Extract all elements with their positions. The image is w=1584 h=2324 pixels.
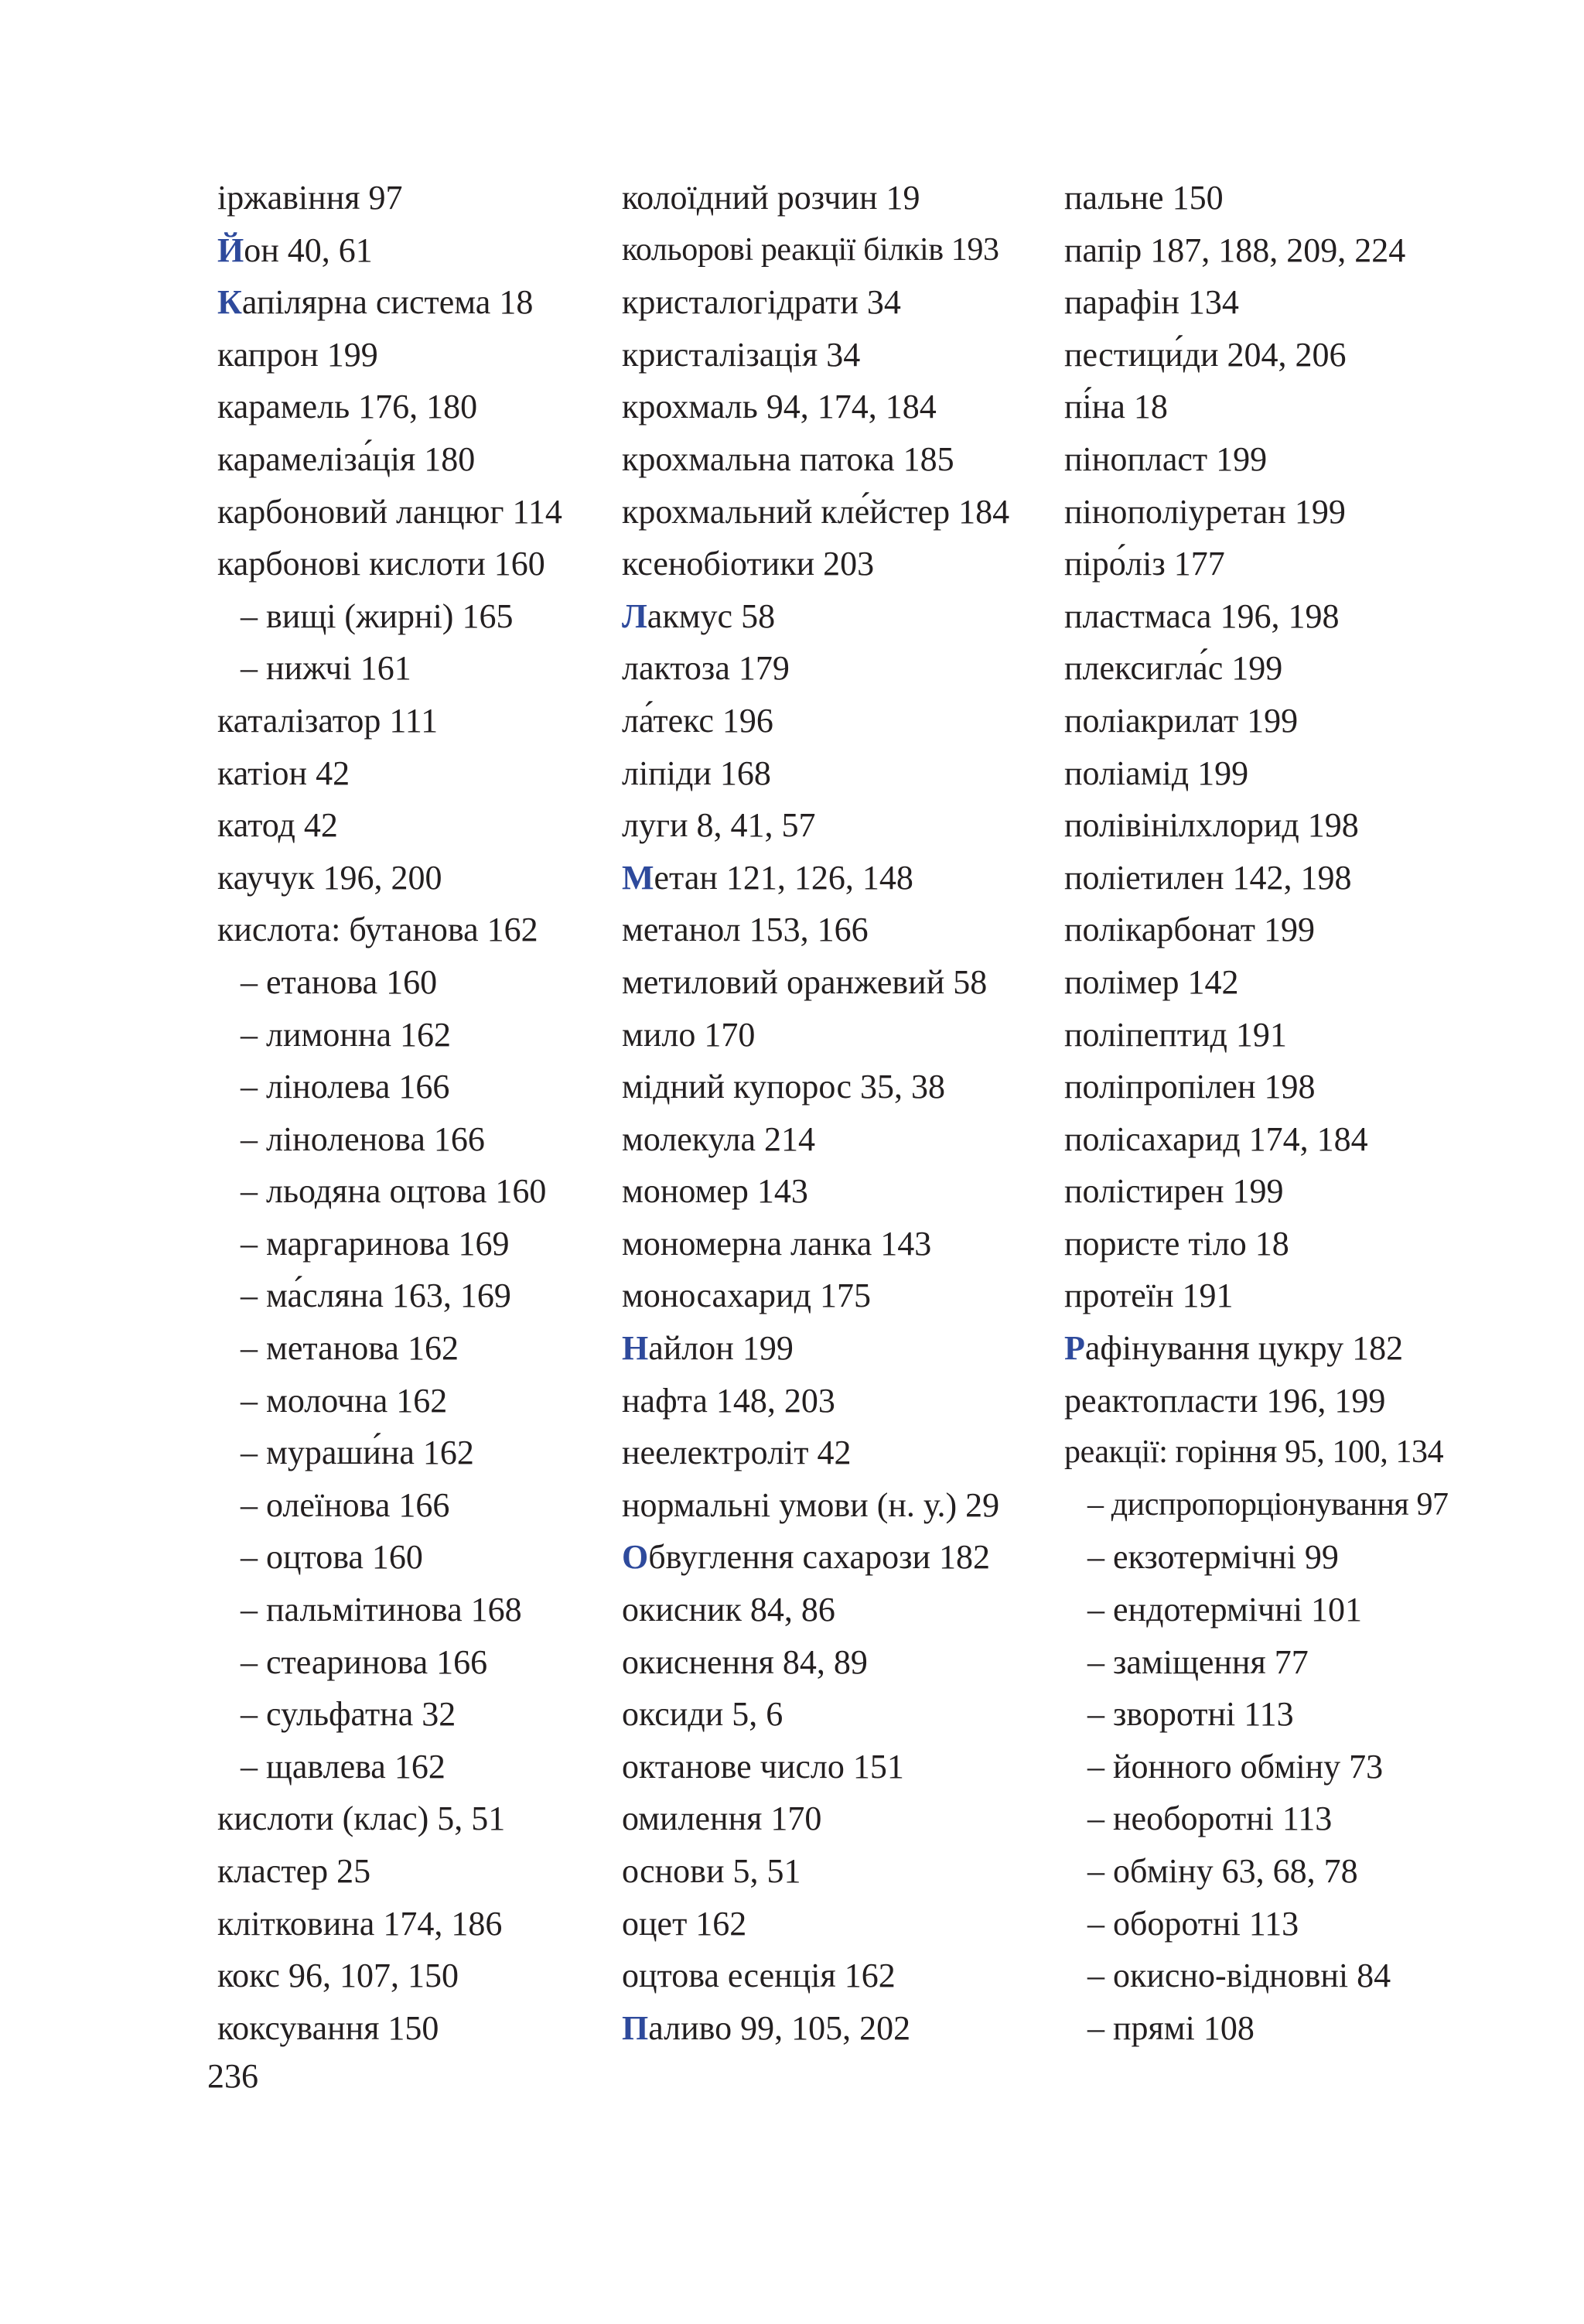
index-entry	[622, 1741, 1040, 1793]
index-subentry	[217, 1688, 604, 1741]
entry-text: – щавлева 162	[241, 1747, 446, 1786]
entry-text: катіон 42	[217, 754, 350, 792]
index-subentry	[217, 1584, 604, 1636]
entry-text: бвуглення сахарози 182	[648, 1538, 990, 1577]
index-entry	[622, 172, 1040, 224]
entry-text: – екзотермічні 99	[1087, 1538, 1339, 1577]
index-entry	[622, 381, 1040, 433]
index-entry	[622, 1322, 1040, 1375]
index-entry	[1064, 381, 1497, 433]
index-entry	[217, 904, 604, 956]
entry-text: неелектроліт 42	[622, 1434, 852, 1472]
entry-text: – окисно-відновні 84	[1087, 1957, 1391, 1995]
section-letter: О	[622, 1538, 649, 1577]
index-entry	[622, 799, 1040, 852]
index-subentry	[217, 1061, 604, 1113]
index-entry	[622, 1950, 1040, 2002]
entry-text: аливо 99, 105, 202	[648, 2008, 911, 2047]
entry-text: реактопласти 196, 199	[1064, 1381, 1386, 1420]
index-entry	[1064, 1061, 1497, 1113]
index-entry	[622, 590, 1040, 643]
entry-text: пальне 150	[1064, 179, 1224, 217]
index-entry	[1064, 904, 1497, 956]
index-subentry	[1064, 1479, 1497, 1532]
index-entry	[1064, 642, 1497, 695]
entry-text: поліакрилат 199	[1064, 701, 1299, 740]
entry-text: – лимонна 162	[241, 1015, 451, 1054]
entry-text: поліетилен 142, 198	[1064, 858, 1352, 897]
entry-text: кислота: бутанова 162	[217, 911, 538, 949]
index-subentry	[217, 1009, 604, 1061]
entry-text: окисник 84, 86	[622, 1591, 835, 1629]
entry-text: основи 5, 51	[622, 1852, 801, 1890]
index-entry	[1064, 590, 1497, 643]
entry-text: апілярна система 18	[241, 283, 534, 322]
index-entry	[1064, 172, 1497, 224]
entry-text: – метанова 162	[241, 1329, 459, 1368]
index-entry	[622, 1584, 1040, 1636]
entry-text: кластер 25	[217, 1852, 371, 1890]
index-entry	[217, 172, 604, 224]
index-subentry	[1064, 1845, 1497, 1898]
index-entry	[1064, 852, 1497, 904]
index-entry	[1064, 486, 1497, 538]
entry-text: плексигла́с 199	[1064, 649, 1283, 688]
index-entry	[1064, 695, 1497, 747]
index-entry	[217, 433, 604, 486]
index-entry	[622, 695, 1040, 747]
entry-text: полівінілхлорид 198	[1064, 806, 1359, 845]
index-subentry	[1064, 1793, 1497, 1845]
index-entry	[1064, 956, 1497, 1009]
entry-text: мономер 143	[622, 1172, 808, 1211]
index-entry	[622, 1845, 1040, 1898]
entry-text: крохмаль 94, 174, 184	[622, 388, 937, 426]
entry-text: – обміну 63, 68, 78	[1087, 1852, 1358, 1890]
entry-text: мономерна ланка 143	[622, 1224, 932, 1263]
entry-text: оксиди 5, 6	[622, 1695, 783, 1734]
entry-text: молекула 214	[622, 1119, 816, 1158]
index-column-2	[622, 172, 1040, 2054]
index-subentry	[1064, 1636, 1497, 1689]
index-entry	[217, 852, 604, 904]
entry-text: – вищі (жирні) 165	[241, 596, 514, 635]
entry-text: колоїдний розчин 19	[622, 179, 920, 217]
index-entry	[1064, 1322, 1497, 1375]
entry-text: октанове число 151	[622, 1747, 904, 1786]
entry-text: – льодяна оцтова 160	[241, 1172, 547, 1211]
index-entry	[622, 433, 1040, 486]
entry-text: – стеаринова 166	[241, 1642, 488, 1681]
entry-text: – нижчі 161	[241, 649, 411, 688]
entry-text: пластмаса 196, 198	[1064, 596, 1340, 635]
section-letter: Й	[217, 231, 244, 269]
entry-text: кристалізація 34	[622, 335, 861, 374]
index-column-1	[217, 172, 604, 2054]
index-entry	[217, 1898, 604, 1950]
index-entry	[622, 747, 1040, 800]
entry-text: – ліноленова 166	[241, 1119, 485, 1158]
index-entry	[622, 329, 1040, 381]
entry-text: – ма́сляна 163, 169	[241, 1276, 511, 1315]
entry-text: кокс 96, 107, 150	[217, 1957, 459, 1995]
entry-text: пористе тіло 18	[1064, 1224, 1289, 1263]
index-subentry	[217, 1375, 604, 1427]
entry-text: поліамід 199	[1064, 754, 1249, 792]
entry-text: лактоза 179	[622, 649, 790, 688]
entry-text: карбоновий ланцюг 114	[217, 492, 562, 531]
index-entry	[217, 799, 604, 852]
index-entry	[622, 642, 1040, 695]
entry-text: полікарбонат 199	[1064, 911, 1315, 949]
index-entry	[217, 538, 604, 590]
index-subentry	[1064, 2002, 1497, 2055]
entry-text: – ендотермічні 101	[1087, 1591, 1362, 1629]
index-subentry	[217, 1322, 604, 1375]
index-entry	[1064, 1009, 1497, 1061]
entry-text: крохмальна патока 185	[622, 439, 954, 478]
index-entry	[217, 747, 604, 800]
index-entry	[622, 904, 1040, 956]
entry-text: коксування 150	[217, 2008, 439, 2047]
index-subentry	[217, 1113, 604, 1166]
entry-text: – оборотні 113	[1087, 1904, 1299, 1943]
entry-text: оцтова есенція 162	[622, 1957, 896, 1995]
index-entry	[1064, 433, 1497, 486]
index-entry	[217, 486, 604, 538]
entry-text: поліпептид 191	[1064, 1015, 1287, 1054]
index-subentry	[217, 1270, 604, 1322]
entry-text: – етанова 160	[241, 962, 438, 1001]
index-entry	[622, 486, 1040, 538]
section-letter: П	[622, 2008, 649, 2047]
entry-text: луги 8, 41, 57	[622, 806, 816, 845]
index-entry	[622, 1636, 1040, 1689]
entry-text: – мураши́на 162	[241, 1434, 474, 1472]
entry-text: клітковина 174, 186	[217, 1904, 503, 1943]
entry-text: окиснення 84, 89	[622, 1642, 868, 1681]
index-entry	[622, 1165, 1040, 1218]
entry-text: – олеїнова 166	[241, 1485, 450, 1524]
index-subentry	[1064, 1688, 1497, 1741]
entry-text: моносахарид 175	[622, 1276, 871, 1315]
index-entry	[1064, 1113, 1497, 1166]
index-entry	[622, 1427, 1040, 1479]
index-entry	[622, 1009, 1040, 1061]
entry-text: – оцтова 160	[241, 1538, 423, 1577]
entry-text: пінополіуретан 199	[1064, 492, 1346, 531]
index-entry	[622, 538, 1040, 590]
entry-text: метиловий оранжевий 58	[622, 962, 988, 1001]
entry-text: мило 170	[622, 1015, 756, 1054]
index-entry	[622, 1531, 1040, 1584]
index-entry	[622, 276, 1040, 329]
index-entry	[622, 1688, 1040, 1741]
index-entry	[622, 1793, 1040, 1845]
index-subentry	[1064, 1741, 1497, 1793]
entry-text: протеїн 191	[1064, 1276, 1234, 1315]
index-subentry	[217, 1636, 604, 1689]
entry-text: – пальмітинова 168	[241, 1591, 522, 1629]
index-entry	[622, 1375, 1040, 1427]
entry-text: карамеліза́ція 180	[217, 439, 476, 478]
entry-text: омилення 170	[622, 1799, 822, 1838]
section-letter: К	[217, 283, 242, 322]
entry-text: – лінолева 166	[241, 1068, 450, 1106]
entry-text: он 40, 61	[244, 231, 373, 269]
index-entry	[622, 2002, 1040, 2055]
entry-text: каучук 196, 200	[217, 858, 442, 897]
index-entry	[217, 381, 604, 433]
entry-text: – диспропорціонування 97	[1087, 1486, 1449, 1523]
index-subentry	[1064, 1950, 1497, 2002]
entry-text: іржавіння 97	[217, 179, 403, 217]
index-entry	[217, 1950, 604, 2002]
index-entry	[1064, 329, 1497, 381]
entry-text: катод 42	[217, 806, 338, 845]
entry-text: акмус 58	[647, 596, 776, 635]
entry-text: каталізатор 111	[217, 701, 439, 740]
section-letter: Н	[622, 1329, 649, 1368]
entry-text: кристалогідрати 34	[622, 283, 901, 322]
entry-text: – необоротні 113	[1087, 1799, 1333, 1838]
entry-text: полісахарид 174, 184	[1064, 1119, 1368, 1158]
index-entry	[1064, 799, 1497, 852]
index-entry	[217, 2002, 604, 2055]
index-column-3	[1064, 172, 1497, 2054]
entry-text: – зворотні 113	[1087, 1695, 1294, 1734]
index-subentry	[1064, 1898, 1497, 1950]
entry-text: – заміщення 77	[1087, 1642, 1309, 1681]
entry-text: папір 187, 188, 209, 224	[1064, 231, 1406, 269]
index-subentry	[217, 1531, 604, 1584]
index-entry	[1064, 1165, 1497, 1218]
index-entry	[1064, 224, 1497, 277]
index-subentry	[217, 1741, 604, 1793]
entry-text: – молочна 162	[241, 1381, 448, 1420]
index-subentry	[1064, 1584, 1497, 1636]
index-entry	[622, 852, 1040, 904]
entry-text: пінопласт 199	[1064, 439, 1268, 478]
index-entry	[217, 224, 604, 277]
index-entry	[622, 1061, 1040, 1113]
entry-text: етан 121, 126, 148	[654, 858, 913, 897]
entry-text: капрон 199	[217, 335, 378, 374]
entry-text: кольорові реакції білків 193	[622, 231, 999, 268]
entry-text: – йонного обміну 73	[1087, 1747, 1384, 1786]
index-entry	[622, 1479, 1040, 1532]
entry-text: піро́ліз 177	[1064, 545, 1225, 583]
entry-text: полістирен 199	[1064, 1172, 1284, 1211]
index-entry	[622, 1270, 1040, 1322]
index-entry	[1064, 1270, 1497, 1322]
section-letter: М	[622, 858, 654, 897]
index-subentry	[217, 1479, 604, 1532]
entry-text: пі́на 18	[1064, 388, 1168, 426]
index-subentry	[1064, 1531, 1497, 1584]
index-entry	[622, 956, 1040, 1009]
entry-text: пестици́ди 204, 206	[1064, 335, 1347, 374]
entry-text: – прямі 108	[1087, 2008, 1255, 2047]
entry-text: – маргаринова 169	[241, 1224, 510, 1263]
index-entry	[1064, 538, 1497, 590]
index-entry	[1064, 1427, 1497, 1479]
entry-text: айлон 199	[648, 1329, 794, 1368]
entry-text: ксенобіотики 203	[622, 545, 875, 583]
index-entry	[217, 695, 604, 747]
entry-text: – сульфатна 32	[241, 1695, 456, 1734]
index-subentry	[217, 590, 604, 643]
index-subentry	[217, 956, 604, 1009]
section-letter: Р	[1064, 1329, 1085, 1368]
entry-text: метанол 153, 166	[622, 911, 869, 949]
entry-text: крохмальний кле́йстер 184	[622, 492, 1010, 531]
entry-text: нормальні умови (н. у.) 29	[622, 1485, 1000, 1524]
entry-text: кислоти (клас) 5, 51	[217, 1799, 506, 1838]
index-entry	[217, 1793, 604, 1845]
index-entry	[1064, 1218, 1497, 1270]
index-entry	[217, 1845, 604, 1898]
entry-text: карамель 176, 180	[217, 388, 478, 426]
index-entry	[622, 1113, 1040, 1166]
index-subentry	[217, 642, 604, 695]
entry-text: реакції: горіння 95, 100, 134	[1064, 1434, 1444, 1471]
entry-text: парафін 134	[1064, 283, 1239, 322]
section-letter: Л	[622, 596, 647, 635]
index-entry	[217, 276, 604, 329]
index-entry	[1064, 1375, 1497, 1427]
entry-text: нафта 148, 203	[622, 1381, 835, 1420]
page-number: 236	[207, 2057, 258, 2095]
entry-text: карбонові кислоти 160	[217, 545, 545, 583]
entry-text: мідний купорос 35, 38	[622, 1068, 946, 1106]
index-entry	[217, 329, 604, 381]
entry-text: оцет 162	[622, 1904, 747, 1943]
entry-text: ліпіди 168	[622, 754, 771, 792]
index-subentry	[217, 1165, 604, 1218]
index-subentry	[217, 1218, 604, 1270]
index-entry	[622, 224, 1040, 277]
index-subentry	[217, 1427, 604, 1479]
index-entry	[622, 1218, 1040, 1270]
index-entry	[622, 1898, 1040, 1950]
index-entry	[1064, 747, 1497, 800]
entry-text: поліпропілен 198	[1064, 1068, 1316, 1106]
entry-text: афінування цукру 182	[1084, 1329, 1404, 1368]
index-entry	[1064, 276, 1497, 329]
entry-text: ла́текс 196	[622, 701, 773, 740]
entry-text: полімер 142	[1064, 962, 1239, 1001]
